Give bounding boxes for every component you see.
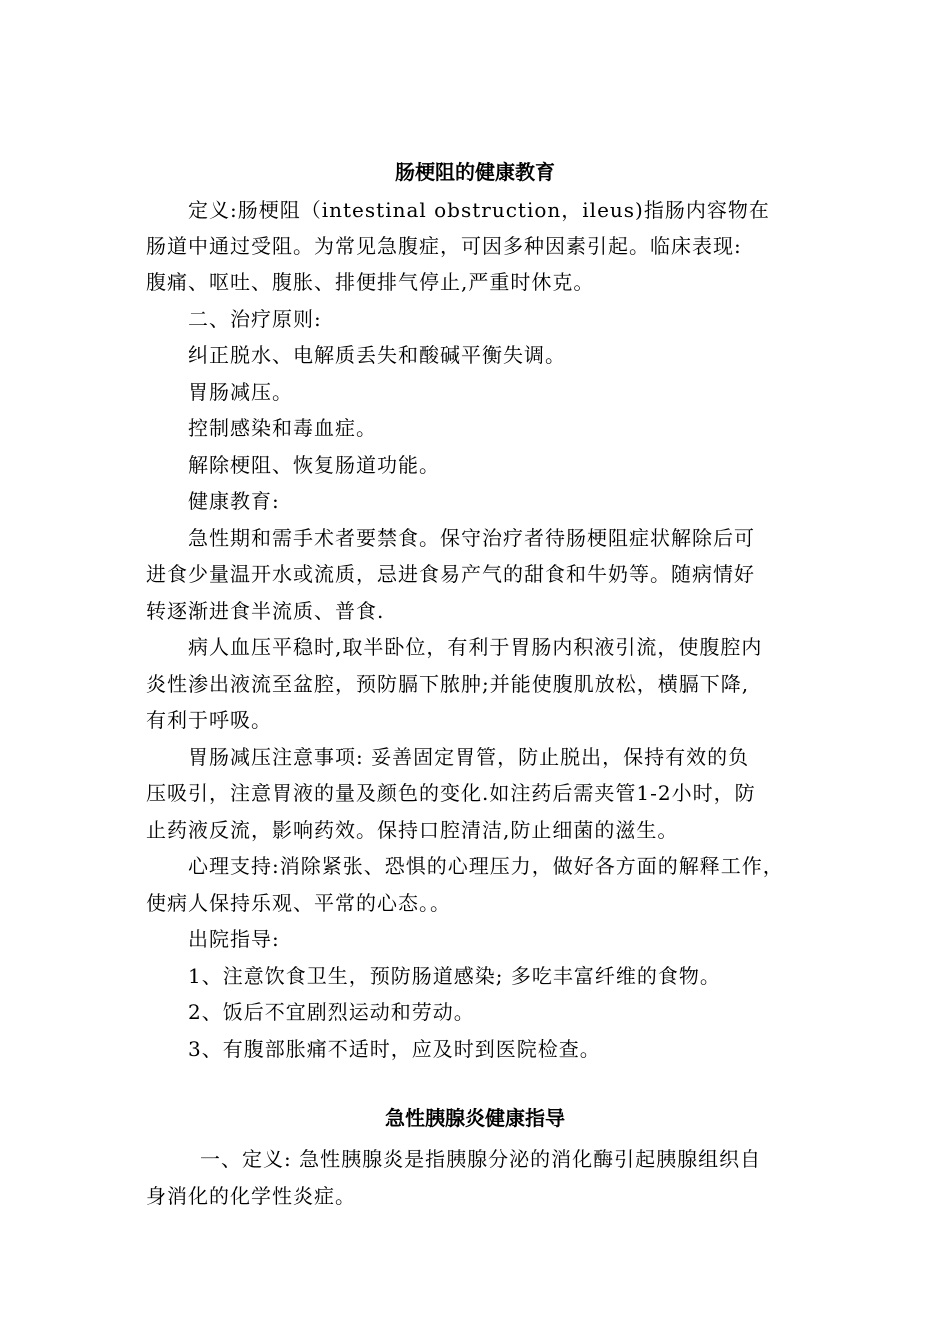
paragraph-line: 心理支持:消除紧张、恐惧的心理压力，做好各方面的解释工作， bbox=[188, 854, 784, 878]
paragraph-line: 有利于呼吸。 bbox=[146, 708, 272, 732]
paragraph-line: 使病人保持乐观、平常的心态。。 bbox=[146, 891, 451, 915]
paragraph-line: 炎性渗出液流至盆腔，预防膈下脓肿;并能使腹肌放松，横膈下降, bbox=[146, 672, 750, 696]
section-title-pancreatitis: 急性胰腺炎健康指导 bbox=[385, 1106, 565, 1130]
paragraph-line: 转逐渐进食半流质、普食. bbox=[146, 599, 385, 623]
paragraph-line: 止药液反流，影响药效。保持口腔清洁,防止细菌的滋生。 bbox=[146, 818, 679, 842]
paragraph-line: 腹痛、呕吐、腹胀、排便排气停止,严重时休克。 bbox=[146, 270, 595, 294]
paragraph-line: 控制感染和毒血症。 bbox=[188, 416, 377, 440]
paragraph-line: 纠正脱水、电解质丢失和酸碱平衡失调。 bbox=[188, 343, 566, 367]
paragraph-line: 进食少量温开水或流质，忌进食易产气的甜食和牛奶等。随病情好 bbox=[146, 562, 755, 586]
list-item: 3、有腹部胀痛不适时，应及时到医院检查。 bbox=[188, 1037, 601, 1061]
paragraph-line: 病人血压平稳时,取半卧位，有利于胃肠内积液引流，使腹腔内 bbox=[188, 635, 763, 659]
paragraph-line: 健康教育: bbox=[188, 489, 280, 513]
paragraph-line: 肠道中通过受阻。为常见急腹症，可因多种因素引起。临床表现: bbox=[146, 234, 742, 258]
section-title-ileus: 肠梗阻的健康教育 bbox=[395, 160, 555, 184]
paragraph-line: 压吸引，注意胃液的量及颜色的变化.如注药后需夹管1-2小时，防 bbox=[146, 781, 756, 805]
paragraph-line: 胃肠减压。 bbox=[188, 380, 293, 404]
paragraph-line: 定义:肠梗阻（intestinal obstruction，ileus)指肠内容物在 bbox=[188, 198, 770, 222]
paragraph-line: 一、定义: 急性胰腺炎是指胰腺分泌的消化酶引起胰腺组织自 bbox=[200, 1147, 762, 1171]
paragraph-line: 急性期和需手术者要禁食。保守治疗者待肠梗阻症状解除后可 bbox=[188, 526, 755, 550]
paragraph-line: 出院指导: bbox=[188, 927, 280, 951]
list-item: 2、饭后不宜剧烈运动和劳动。 bbox=[188, 1000, 475, 1024]
paragraph-line: 胃肠减压注意事项: 妥善固定胃管，防止脱出，保持有效的负 bbox=[188, 745, 750, 769]
paragraph-line: 二、治疗原则: bbox=[188, 307, 322, 331]
list-item: 1、注意饮食卫生，预防肠道感染; 多吃丰富纤维的食物。 bbox=[188, 964, 721, 988]
paragraph-line: 身消化的化学性炎症。 bbox=[146, 1184, 356, 1208]
paragraph-line: 解除梗阻、恢复肠道功能。 bbox=[188, 453, 440, 477]
